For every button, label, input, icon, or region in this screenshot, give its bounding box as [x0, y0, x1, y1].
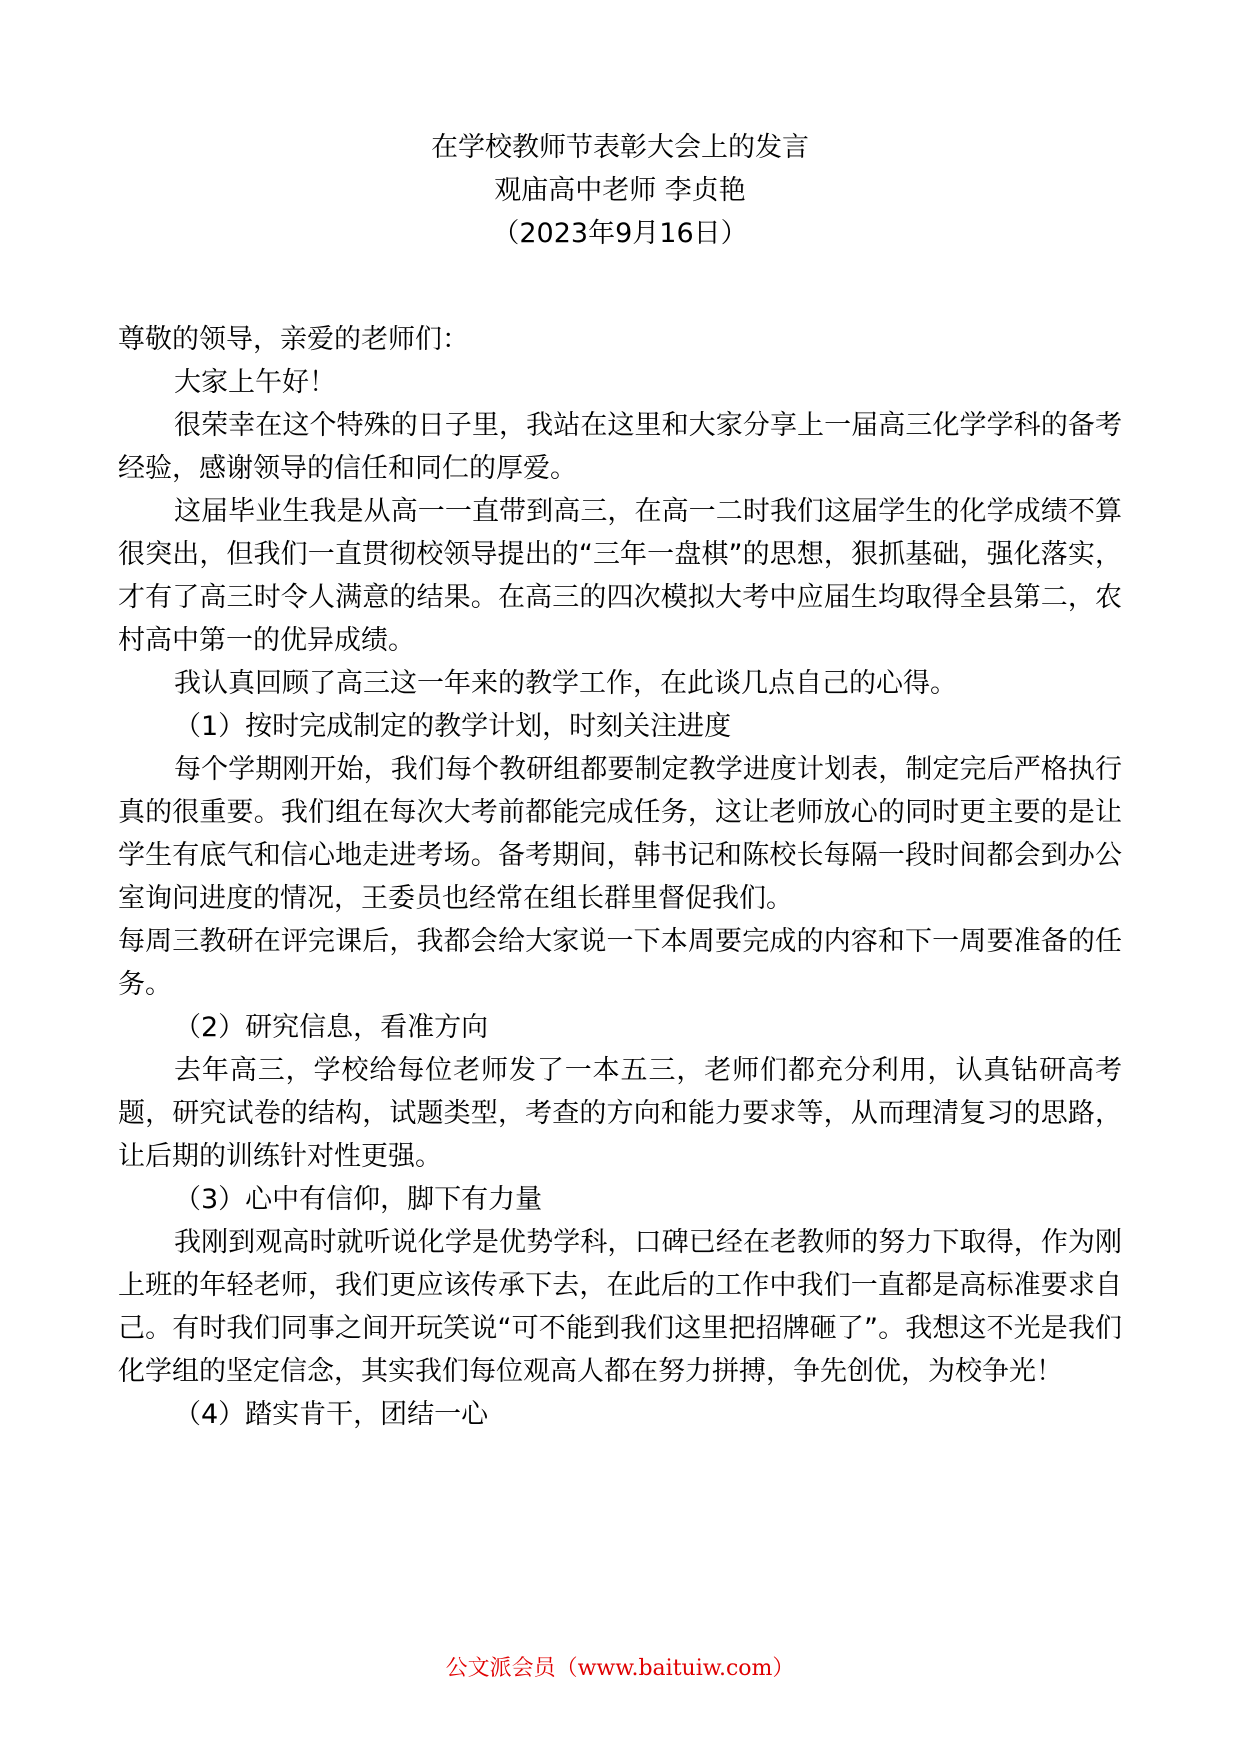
document-author: 观庙高中老师 李贞艳	[494, 175, 746, 206]
section-heading-4: （4）踏实肯干，团结一心	[174, 1399, 489, 1430]
paragraph-section-1: 每个学期刚开始，我们每个教研组都要制定教学进度计划表，制定完后严格执行真的很重要。我们组在每次大考前都能完成任务，这让老师放心的同时更主要的是让学生有底气和信心地走进考场。备考期间，韩书记和陈校长每隔一段时间都会到办公室询问进度的情况，王委员也经常在组长群里督促我们。	[118, 754, 1122, 914]
salutation: 尊敬的领导，亲爱的老师们：	[118, 324, 469, 355]
section-heading-2: （2）研究信息，看准方向	[174, 1012, 489, 1043]
section-heading-1: （1）按时完成制定的教学计划，时刻关注进度	[174, 711, 732, 742]
paragraph-review: 我认真回顾了高三这一年来的教学工作，在此谈几点自己的心得。	[174, 668, 957, 699]
footer-watermark: 公文派会员（www.baituiw.com）	[445, 1656, 795, 1681]
paragraph-intro: 很荣幸在这个特殊的日子里，我站在这里和大家分享上一届高三化学学科的备考经验，感谢领导的信任和同仁的厚爱。	[118, 410, 1122, 484]
section-heading-3: （3）心中有信仰，脚下有力量	[174, 1184, 543, 1215]
document-date: （2023年9月16日）	[492, 218, 748, 249]
document-header	[0, 126, 1240, 255]
paragraph-section-1-continued: 每周三教研在评完课后，我都会给大家说一下本周要完成的内容和下一周要准备的任务。	[118, 926, 1122, 1000]
document-body	[118, 318, 1122, 1436]
paragraph-section-3: 我刚到观高时就听说化学是优势学科，口碑已经在老教师的努力下取得，作为刚上班的年轻老师，我们更应该传承下去，在此后的工作中我们一直都是高标准要求自己。有时我们同事之间开玩笑说“可不能到我们这里把招牌砸了”。我想这不光是我们化学组的坚定信念，其实我们每位观高人都在努力拼搏，争先创优，为校争光！	[118, 1227, 1122, 1387]
paragraph-greeting: 大家上午好！	[174, 367, 336, 398]
paragraph-section-2: 去年高三，学校给每位老师发了一本五三，老师们都充分利用，认真钻研高考题，研究试卷的结构，试题类型，考查的方向和能力要求等，从而理清复习的思路，让后期的训练针对性更强。	[118, 1055, 1122, 1172]
document-title: 在学校教师节表彰大会上的发言	[431, 132, 809, 163]
paragraph-background: 这届毕业生我是从高一一直带到高三，在高一二时我们这届学生的化学成绩不算很突出，但我们一直贯彻校领导提出的“三年一盘棋”的思想，狠抓基础，强化落实，才有了高三时令人满意的结果。在高三的四次模拟大考中应届生均取得全县第二，农村高中第一的优异成绩。	[118, 496, 1122, 656]
